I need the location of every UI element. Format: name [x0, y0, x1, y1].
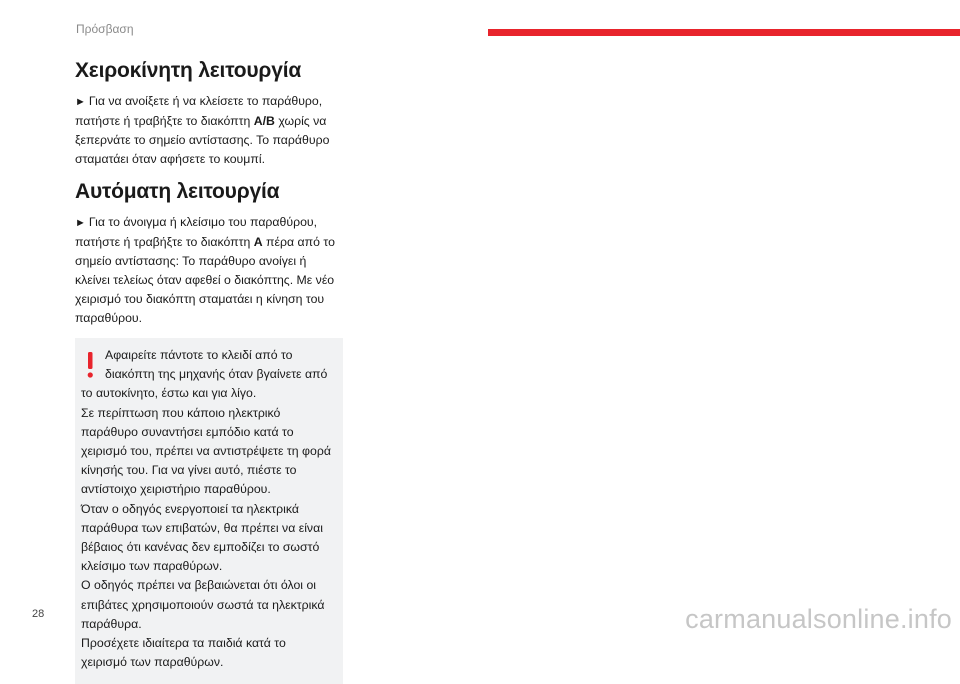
- auto-switch-label: A: [253, 235, 263, 249]
- warning-paragraph: Όταν ο οδηγός ενεργοποιεί τα ηλεκτρικά παράθυρα των επιβατών, θα πρέπει να είναι βέβαιος ότι κανένας δεν εμποδίζει το σωστό κλείσιμο των παραθύρων.: [81, 501, 323, 574]
- watermark: carmanualsonline.info: [685, 604, 952, 634]
- manual-switch-label: A/B: [253, 114, 275, 128]
- warning-paragraph: Προσέχετε ιδιαίτερα τα παιδιά κατά το χειρισμό των παραθύρων.: [81, 636, 286, 670]
- page-number: 28: [32, 608, 45, 620]
- content-column: [75, 58, 343, 684]
- manual-text-before: Για να ανοίξετε ή να κλείσετε το παράθυρο, πατήστε ή τραβήξτε το διακόπτη: [75, 94, 323, 128]
- arrow-right-icon: ►: [75, 96, 86, 108]
- warning-paragraph: Ο οδηγός πρέπει να βεβαιώνεται ότι όλοι οι επιβάτες χρησιμοποιούν σωστά τα ηλεκτρικά παράθυρα.: [81, 578, 325, 631]
- auto-text-after: πέρα από το σημείο αντίστασης: Το παράθυρο ανοίγει ή κλείνει τελείως όταν αφεθεί ο διακόπτης. Με νέο χειρισμό του διακόπτη σταματάει η κίνηση του παραθύρου.: [75, 235, 335, 325]
- breadcrumb: Πρόσβαση: [76, 22, 134, 36]
- heading-automatic-operation: Αυτόματη λειτουργία: [75, 180, 280, 203]
- heading-manual-operation: Χειροκίνητη λειτουργία: [75, 59, 302, 82]
- manual-text-after: χωρίς να ξεπερνάτε το σημείο αντίστασης. Το παράθυρο σταματάει όταν αφήσετε το κουμπί.: [75, 114, 330, 166]
- warning-paragraph: Αφαιρείτε πάντοτε το κλειδί από το διακόπτη της μηχανής όταν βγαίνετε από το αυτοκίνητο, έστω και για λίγο.: [81, 348, 328, 401]
- auto-text-before: Για το άνοιγμα ή κλείσιμο του παραθύρου, πατήστε ή τραβήξτε το διακόπτη: [75, 215, 318, 249]
- warning-box: [75, 338, 343, 684]
- paragraph-manual-operation: [75, 92, 343, 169]
- arrow-right-icon: ►: [75, 217, 86, 229]
- exclamation-icon: [81, 350, 99, 380]
- section-accent-bar: [488, 29, 960, 36]
- paragraph-automatic-operation: [75, 213, 343, 328]
- warning-paragraph: Σε περίπτωση που κάποιο ηλεκτρικό παράθυρο συναντήσει εμπόδιο κατά το χειρισμό του, πρέπει να αντιστρέψετε τη φορά κίνησής του. Για να γίνει αυτό, πιέστε το αντίστοιχο χειριστήριο παραθύρου.: [81, 405, 331, 497]
